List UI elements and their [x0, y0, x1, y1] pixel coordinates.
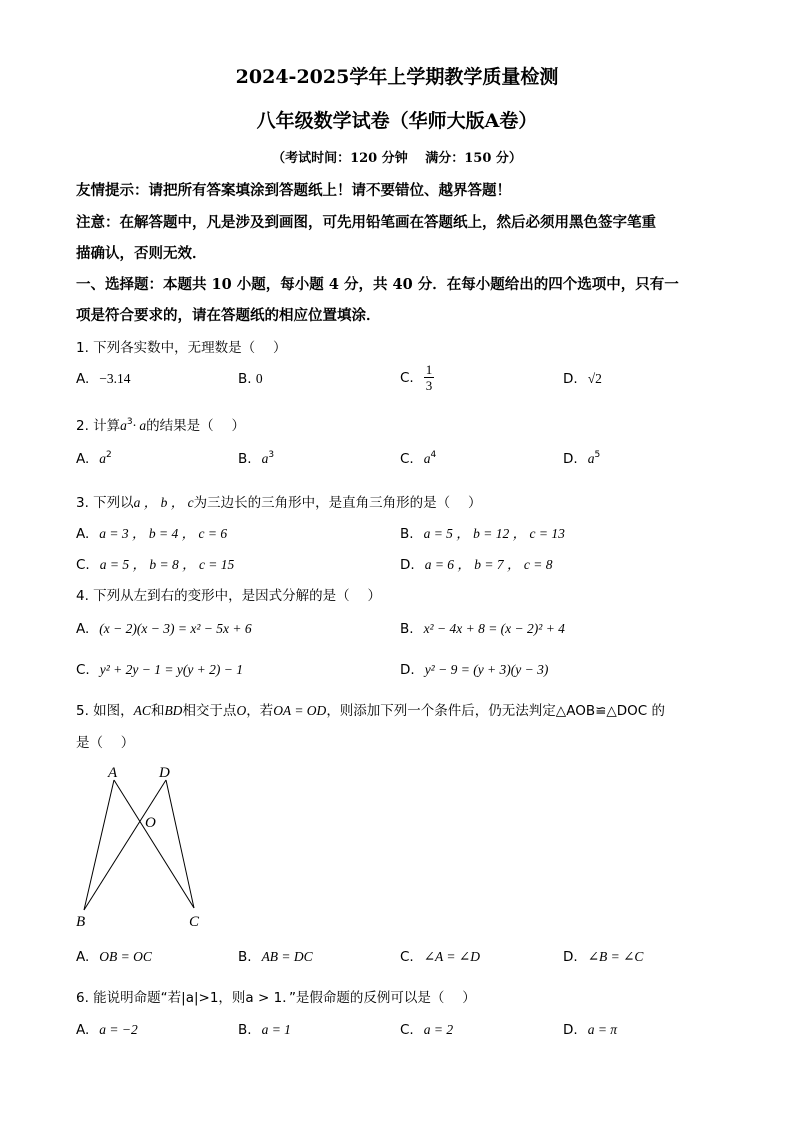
segment-bd: BD: [164, 703, 183, 718]
question-1-option-d: [563, 371, 602, 387]
option-text: a = 2: [423, 1022, 454, 1037]
question-4-option-c: [76, 662, 243, 678]
option-label: C.: [400, 451, 414, 467]
segment-db-line: [84, 780, 166, 910]
question-5-stem-line-2: 是（ ）: [76, 735, 135, 751]
exam-title: 2024-2025学年上学期教学质量检测: [235, 66, 559, 88]
question-4-option-b: [400, 621, 565, 637]
stem-prefix: 5. 如图，: [76, 703, 134, 719]
stem-math-2: · a: [132, 418, 147, 433]
question-6-option-c: [400, 1022, 453, 1038]
option-label: D.: [400, 557, 415, 573]
question-1-stem: 1. 下列各实数中，无理数是（ ）: [76, 340, 287, 356]
option-label: A.: [76, 371, 90, 387]
point-o: O: [236, 703, 247, 718]
option-text: (x − 2)(x − 3) = x² − 5x + 6: [99, 621, 252, 636]
question-4-stem: 4. 下列从左到右的变形中，是因式分解的是（ ）: [76, 588, 381, 604]
option-label: C.: [76, 557, 90, 573]
option-text: a = 5 ， b = 8 ， c = 15: [99, 557, 235, 572]
option-label: B.: [400, 621, 414, 637]
question-5-option-b: [238, 949, 313, 965]
question-3-option-d: [400, 553, 553, 573]
option-text: ∠B = ∠C: [587, 949, 644, 964]
option-label: B.: [238, 1022, 252, 1038]
option-exponent: 4: [430, 450, 437, 460]
tip-text: 友情提示：请把所有答案填涂到答题纸上！请不要错位、越界答题！: [76, 182, 511, 199]
stem-prefix: 3. 下列以: [76, 495, 134, 511]
stem-prefix: 2. 计算: [76, 418, 121, 434]
question-4-option-a: [76, 621, 252, 637]
option-label: C.: [400, 369, 414, 386]
option-text: −3.14: [99, 371, 131, 386]
option-label: C.: [400, 1022, 414, 1038]
question-3-option-b: [400, 522, 565, 542]
option-label: C.: [76, 662, 90, 678]
stem-vars: a ， b ， c: [133, 495, 194, 510]
option-text: a = 1: [261, 1022, 291, 1037]
option-base: a: [99, 451, 107, 466]
label-a: A: [108, 765, 118, 781]
question-1-option-a: [76, 371, 131, 387]
question-5-option-d: [563, 949, 643, 965]
denominator: 3: [425, 378, 433, 393]
option-text: a = 5 ， b = 12 ， c = 13: [423, 526, 565, 541]
option-label: B.: [238, 371, 252, 387]
question-2-option-b: [238, 451, 274, 467]
segment-ac: AC: [133, 703, 151, 718]
question-2-option-a: [76, 451, 112, 467]
section-heading-line-2: 项是符合要求的，请在答题纸的相应位置填涂．: [76, 307, 381, 324]
question-3-stem: [76, 491, 481, 511]
option-text: ∠A = ∠D: [423, 949, 480, 964]
option-label: A.: [76, 621, 90, 637]
question-5-stem-line-1: [76, 699, 665, 719]
section-heading-line-1: 一、选择题：本题共 10 小题，每小题 4 分，共 40 分．在每小题给出的四个选项中，只有一: [76, 276, 679, 293]
stem-rest: ，则添加下列一个条件后，仍无法判定△AOB≌△DOC 的: [326, 703, 666, 719]
stem-mid: 相交于点: [182, 703, 237, 719]
condition: OA = OD: [273, 703, 327, 718]
option-label: A.: [76, 451, 90, 467]
question-5-option-a: [76, 949, 152, 965]
option-label: B.: [400, 526, 414, 542]
option-text: y² + 2y − 1 = y(y + 2) − 1: [99, 662, 244, 677]
option-label: D.: [563, 371, 578, 387]
label-b: B: [76, 914, 86, 930]
stem-if: ，若: [246, 703, 274, 719]
stem-suffix: 为三边长的三角形中，是直角三角形的是（ ）: [193, 495, 482, 511]
option-text: a = π: [587, 1022, 618, 1037]
option-exponent: 3: [268, 450, 275, 460]
option-text: x² − 4x + 8 = (x − 2)² + 4: [423, 621, 565, 636]
option-base: a: [261, 451, 269, 466]
question-6-option-d: [563, 1022, 617, 1038]
option-label: D.: [563, 1022, 578, 1038]
option-label: B.: [238, 949, 252, 965]
stem-and: 和: [150, 703, 165, 719]
option-exponent: 5: [594, 450, 601, 460]
question-5-option-c: [400, 949, 480, 965]
question-3-option-c: [76, 553, 234, 573]
option-label: A.: [76, 1022, 90, 1038]
stem-math: a: [120, 418, 127, 433]
option-label: A.: [76, 949, 90, 965]
option-label: D.: [563, 451, 578, 467]
attention-line-1: 注意：在解答题中，凡是涉及到画图，可先用铅笔画在答题纸上，然后必须用黑色签字笔重: [76, 214, 656, 231]
question-6-option-a: [76, 1022, 138, 1038]
option-text: 0: [255, 371, 263, 386]
exam-info: （考试时间：120 分钟 满分：150 分）: [272, 151, 522, 166]
option-label: D.: [563, 949, 578, 965]
stem-suffix: 的结果是（ ）: [146, 418, 245, 434]
question-1-option-b: [238, 371, 263, 387]
question-6-option-b: [238, 1022, 291, 1038]
question-2-option-d: [563, 451, 600, 467]
option-label: A.: [76, 526, 90, 542]
question-6-stem: 6. 能说明命题“若|a|>1，则a > 1．”是假命题的反例可以是（ ）: [76, 990, 476, 1006]
option-text: a = 6 ， b = 7 ， c = 8: [424, 557, 553, 572]
label-d: D: [159, 765, 170, 781]
numerator: 1: [425, 362, 433, 377]
question-2-option-c: [400, 451, 436, 467]
label-c: C: [189, 914, 200, 930]
stem-exponent: 3: [126, 417, 133, 427]
option-text: OB = OC: [99, 949, 152, 964]
option-base: a: [423, 451, 431, 466]
option-text: y² − 9 = (y + 3)(y − 3): [424, 662, 549, 677]
geometry-figure: [70, 760, 220, 935]
segment-ab: [84, 780, 114, 910]
segment-dc: [166, 780, 194, 908]
question-4-option-d: [400, 662, 548, 678]
option-label: D.: [400, 662, 415, 678]
option-text: a = 3 ， b = 4 ， c = 6: [99, 526, 228, 541]
option-base: a: [587, 451, 595, 466]
option-text: AB = DC: [261, 949, 313, 964]
question-3-option-a: [76, 522, 227, 542]
option-exponent: 2: [106, 450, 112, 460]
question-2-stem: [76, 414, 245, 434]
attention-line-2: 描确认，否则无效．: [76, 245, 207, 262]
option-text: a = −2: [99, 1022, 138, 1037]
option-label: C.: [400, 949, 414, 965]
option-label: B.: [238, 451, 252, 467]
fraction: [424, 362, 435, 393]
option-text: √2: [587, 371, 602, 386]
question-1-option-c: [400, 362, 434, 393]
label-o: O: [145, 815, 156, 831]
exam-subtitle: 八年级数学试卷（华师大版A卷）: [256, 110, 538, 132]
